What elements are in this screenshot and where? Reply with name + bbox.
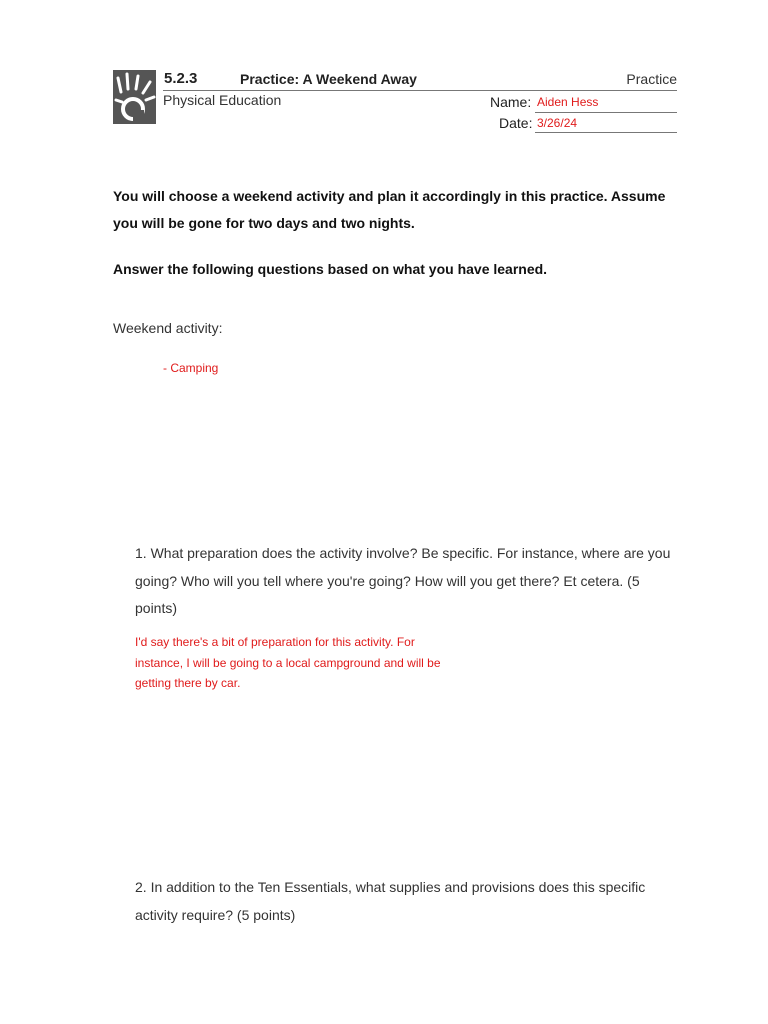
document-type: Practice	[626, 71, 677, 87]
name-field[interactable]: Aiden Hess	[537, 95, 599, 109]
date-field[interactable]: 3/26/24	[537, 116, 578, 130]
subject-label: Physical Education	[163, 92, 282, 108]
document-title: Practice: A Weekend Away	[240, 71, 417, 87]
header-divider	[163, 90, 677, 91]
answer-1[interactable]: I'd say there's a bit of preparation for this activity. For instance, I will be going to a local campground and will be getting there by car.	[135, 635, 441, 690]
date-underline	[535, 132, 677, 133]
lesson-number: 5.2.3	[164, 70, 198, 87]
question-1: 1. What preparation does the activity involve? Be specific. For instance, where are you going? Who will you tell where you're going? How will you get there? Et cetera. (5 points)	[135, 545, 671, 616]
intro-instructions: You will choose a weekend activity and plan it accordingly in this practice. Assume you will be gone for two days and two nights.	[113, 188, 666, 231]
sun-logo-icon	[113, 70, 156, 124]
activity-label: Weekend activity:	[113, 320, 223, 336]
name-label: Name:	[490, 94, 532, 110]
name-underline	[535, 112, 677, 113]
question-2: 2. In addition to the Ten Essentials, what supplies and provisions does this specific activity require? (5 points)	[135, 879, 646, 923]
activity-answer[interactable]: - Camping	[163, 361, 219, 375]
answer-instructions: Answer the following questions based on what you have learned.	[113, 261, 548, 277]
date-label: Date:	[499, 115, 533, 131]
